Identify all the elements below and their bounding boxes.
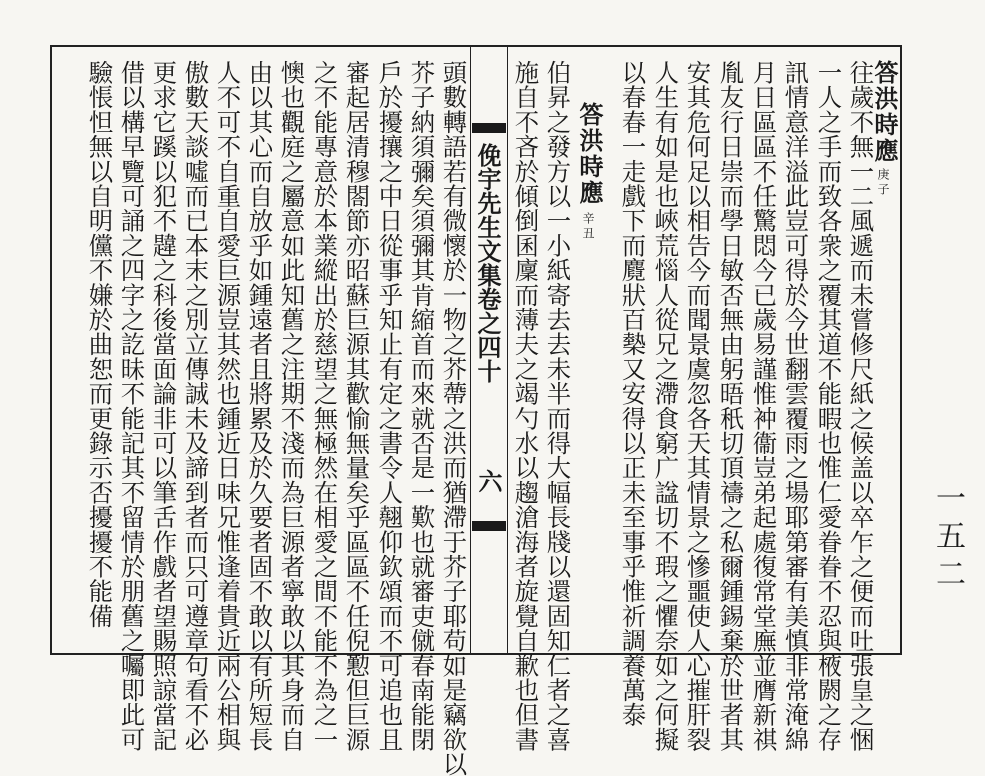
letter-1-title: 答洪時應 — [870, 60, 899, 164]
text-column: 驗悵怛無以自明儻不嫌於曲恕而更錄示否擾擾不能備 — [84, 60, 114, 629]
text-column: 由以其心而自放乎如鍾遠者且將累及於久要者固不敢以有所短長 — [244, 60, 274, 752]
text-column: 頭數轉語若有微懷於一物之芥蔕之洪而猶滯于芥子耶苟如是竊欲以 — [438, 60, 468, 776]
text-column: 之不能專意於本業縱出於慈望之無極然在相愛之間不能不為之一 — [309, 60, 339, 752]
text-column: 審起居清穆閤節亦昭蘇巨源其歡愉無量矣乎區區不任倪懃但巨源 — [341, 60, 371, 752]
text-column: 胤友行日崇而學日敏否無由躬晤秖切頂禱之私爾鍾錫棄於世者其 — [715, 60, 745, 752]
fish-tail-mark — [472, 123, 506, 133]
text-column: 芥子納須彌矣須彌其肯縮首而來就否是一歎也就審吏僦春南能閉 — [406, 60, 436, 752]
text-column: 借以構早覽可誦之四字之訖昧不能記其不留情於朋舊之囑即此可 — [116, 60, 146, 752]
text-column: 人不可不自重自愛巨源豈其然也鍾近日味兄惟逢着貴近兩公相與 — [212, 60, 242, 752]
text-column: 伯昇之發方以一小紙寄去去未半而得大幅長牋以還固知仁者之喜 — [542, 60, 572, 752]
text-column: 人生有如是也峽荒惱人從兄之滯食窮广諡切不瑕之懼奈如之何擬 — [650, 60, 680, 752]
text-column: 以春春一走戲下而麑狀百槷又安得以正未至事乎惟祈調養萬泰 — [617, 60, 647, 727]
letter-2-title: 答洪時應 — [575, 102, 604, 206]
text-column: 懊也觀庭之屬意如此知舊之注期不淺而為巨源者寧敢以其身而自 — [276, 60, 306, 752]
text-column: 往歲不無一二風遞而未嘗修尺紙之候盖以卒乍之便而吐張皇之悃 — [845, 60, 875, 752]
text-column: 訊情意洋溢此豈可得於今世翻雲覆雨之場耶第審有美慎非常淹綿 — [780, 60, 810, 752]
text-column: 更求它蹊以犯不韙之科後當面論非可以筆舌作戲者望賜照諒當記 — [148, 60, 178, 752]
gutter-book-title: 俛宇先生文集卷之四十 — [473, 143, 502, 383]
letter-2-date: 辛丑 — [581, 212, 595, 242]
text-column: 傲數天談噓而已本末之別立傳誠未及諦到者而只可遵章句看不必 — [180, 60, 210, 752]
text-column: 一人之手而致各衆之覆其道不能暇也惟仁愛眷眷不忍與棭閼之存 — [813, 60, 843, 752]
fish-tail-mark — [472, 521, 506, 531]
text-column: 月日區區不任驚悶今已歲易謹惟衶衞豈弟起處復常堂廡並膺新祺 — [748, 60, 778, 752]
gutter-page-number: 六 — [474, 469, 503, 493]
book-page-number: 一五二 — [930, 482, 965, 596]
center-gutter — [470, 45, 508, 655]
text-column: 安其危何足以相告今而聞景虞忽各天其情景之慘噩使人心摧肝裂 — [682, 60, 712, 752]
text-column: 施自不吝於傾倒囷廩而薄夫之竭勺水以趨滄海者旋覺自歉也但書 — [510, 60, 540, 752]
letter-1-date: 庚子 — [876, 168, 890, 198]
text-column: 戶於擾攘之中日從事乎知止有定之書令人翹仰欽頌而不可追也且 — [374, 60, 404, 752]
